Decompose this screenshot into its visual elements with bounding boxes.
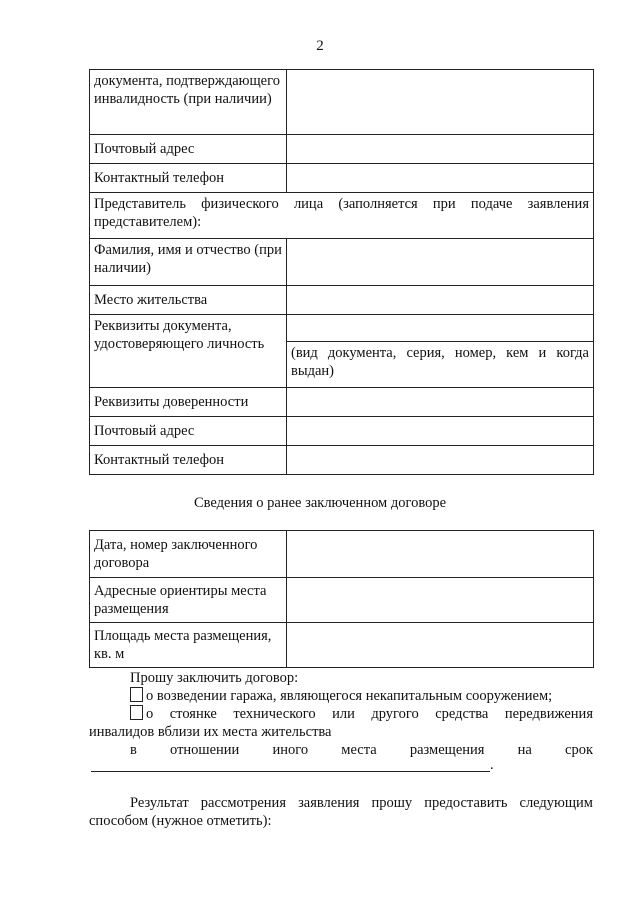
table-row — [90, 164, 594, 193]
table-row — [90, 70, 594, 135]
parking-option — [130, 705, 593, 723]
representative-contact-phone-label: Контактный телефон — [90, 446, 287, 475]
table-row — [90, 315, 594, 342]
disability-document-field[interactable] — [287, 70, 594, 135]
result-line-2: способом (нужное отметить): — [89, 813, 272, 829]
postal-address-field[interactable] — [287, 135, 594, 164]
contact-phone-label: Контактный телефон — [90, 164, 287, 193]
residence-field[interactable] — [287, 286, 594, 315]
applicant-table — [89, 69, 594, 475]
table-row — [90, 286, 594, 315]
residence-label: Место жительства — [90, 286, 287, 315]
request-intro: Прошу заключить договор: — [130, 670, 299, 686]
placement-area-field[interactable] — [287, 623, 594, 668]
identity-document-label: Реквизиты документа, удостоверяющего личность — [90, 315, 287, 388]
table-row — [90, 388, 594, 417]
table-row — [90, 135, 594, 164]
garage-option — [130, 687, 552, 705]
page-number: 2 — [316, 38, 324, 54]
table-row — [90, 239, 594, 286]
table-row — [90, 578, 594, 623]
representative-heading: Представитель физического лица (заполняется при подаче заявления представителем): — [90, 193, 594, 239]
term-underline[interactable] — [91, 771, 490, 772]
identity-document-field[interactable] — [287, 315, 594, 342]
contract-date-number-field[interactable] — [287, 531, 594, 578]
placement-address-label: Адресные ориентиры места размещения — [90, 578, 287, 623]
contact-phone-field[interactable] — [287, 164, 594, 193]
representative-postal-address-label: Почтовый адрес — [90, 417, 287, 446]
placement-address-field[interactable] — [287, 578, 594, 623]
full-name-field[interactable] — [287, 239, 594, 286]
other-place-line: в отношении иного места размещения на срок — [130, 742, 593, 758]
table-row — [90, 446, 594, 475]
full-name-label: Фамилия, имя и отчество (при наличии) — [90, 239, 287, 286]
representative-contact-phone-field[interactable] — [287, 446, 594, 475]
table-row — [90, 623, 594, 668]
section-heading: Сведения о ранее заключенном договоре — [193, 495, 446, 511]
table-row — [90, 193, 594, 239]
garage-option-label: о возведении гаража, являющегося некапитальным сооружением; — [146, 688, 553, 704]
table-row — [90, 417, 594, 446]
representative-postal-address-field[interactable] — [287, 417, 594, 446]
power-of-attorney-label: Реквизиты доверенности — [90, 388, 287, 417]
identity-document-hint: (вид документа, серия, номер, кем и когда выдан) — [287, 342, 594, 388]
parking-option-continued: инвалидов вблизи их места жительства — [89, 724, 332, 740]
garage-option-checkbox[interactable] — [130, 687, 143, 702]
parking-option-checkbox[interactable] — [130, 705, 143, 720]
power-of-attorney-field[interactable] — [287, 388, 594, 417]
parking-option-label: о стоянке технического или другого средства передвижения — [146, 706, 593, 722]
table-row — [90, 531, 594, 578]
placement-area-label: Площадь места размещения, кв. м — [90, 623, 287, 668]
postal-address-label: Почтовый адрес — [90, 135, 287, 164]
term-line-period: . — [490, 757, 494, 773]
contract-table — [89, 530, 594, 668]
result-line-1: Результат рассмотрения заявления прошу предоставить следующим — [130, 795, 593, 811]
contract-date-number-label: Дата, номер заключенного договора — [90, 531, 287, 578]
disability-document-label: документа, подтверждающего инвалидность (при наличии) — [90, 70, 287, 135]
